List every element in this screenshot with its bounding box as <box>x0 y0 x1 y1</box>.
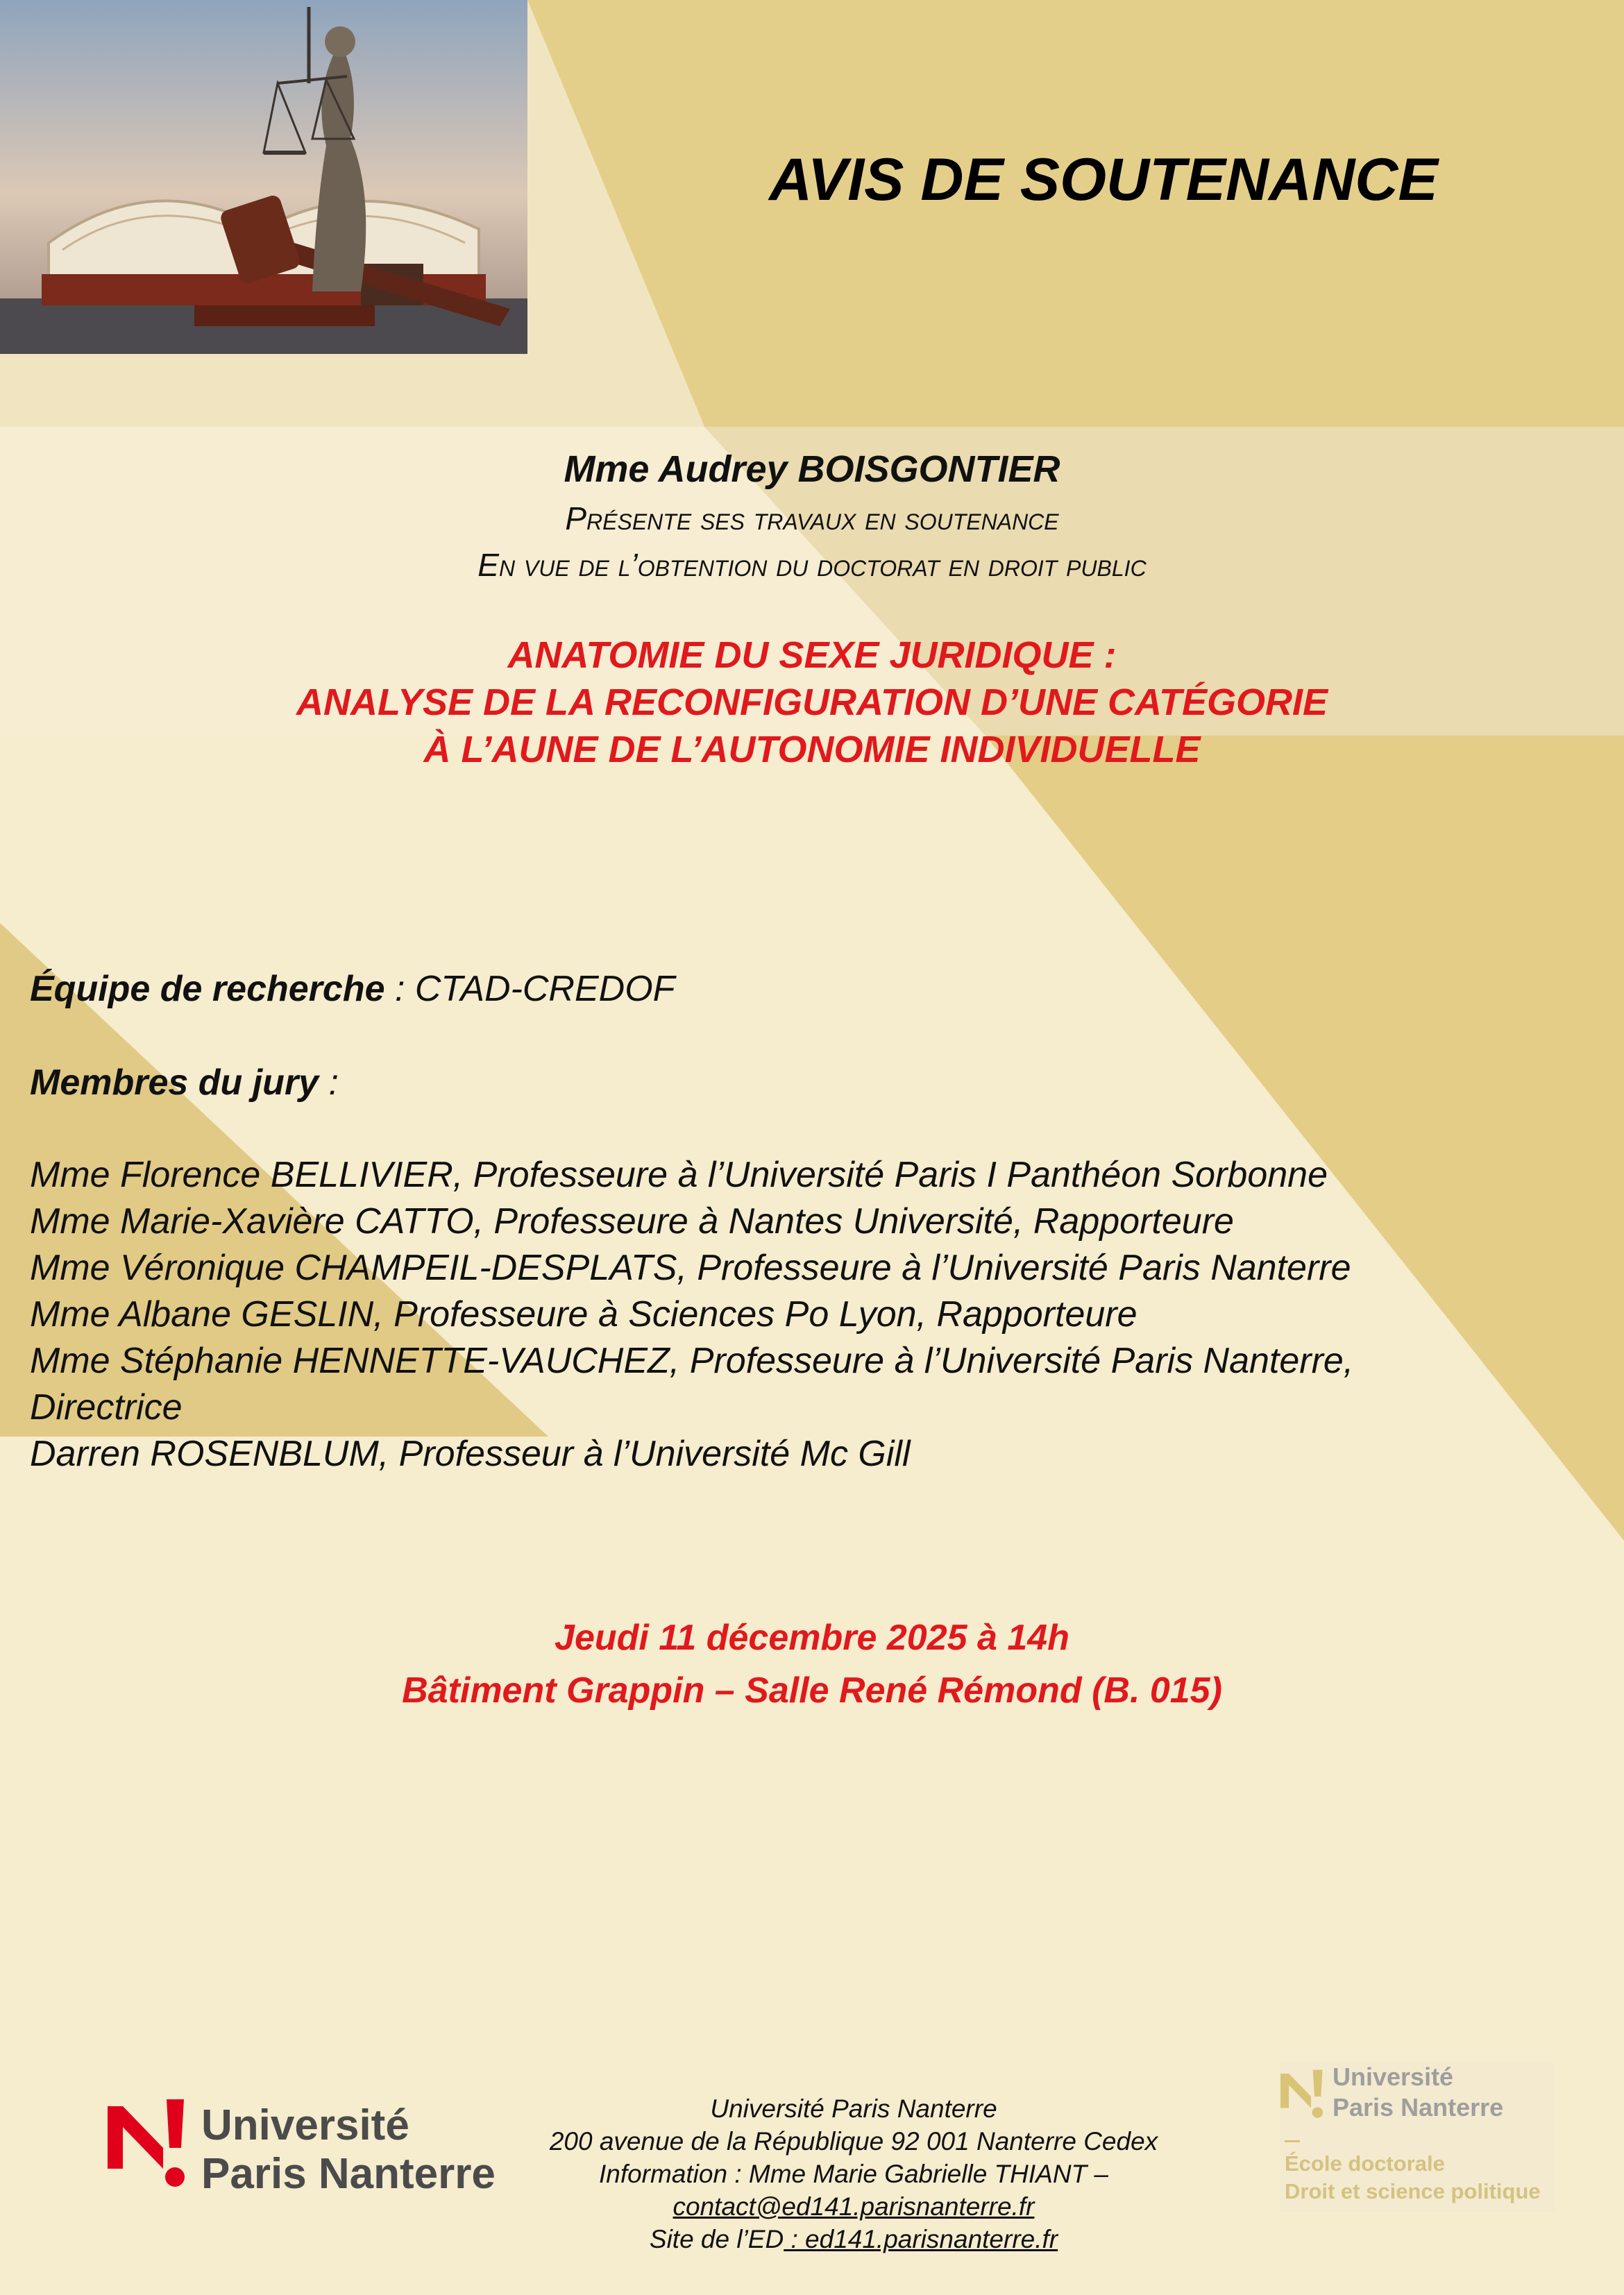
university-logo-line-1: Université <box>201 2101 409 2149</box>
doctoral-logo-line-1: Université <box>1333 2063 1454 2091</box>
event-date: Jeudi 11 décembre 2025 à 14h <box>555 1618 1069 1658</box>
doctoral-school-logo <box>1280 2063 1555 2212</box>
jury-label: Membres du jury <box>30 1062 319 1103</box>
jury-member: Darren ROSENBLUM, Professeur à l’Université Mc Gill <box>30 1434 911 1474</box>
footer-email-link[interactable]: contact@ed141.parisnanterre.fr <box>673 2192 1035 2221</box>
footer-site-link[interactable]: : ed141.parisnanterre.fr <box>784 2225 1058 2253</box>
jury-member: Mme Stéphanie HENNETTE-VAUCHEZ, Professeure à l’Université Paris Nanterre, <box>30 1341 1354 1381</box>
thesis-title-line-3: À L’AUNE DE L’AUTONOMIE INDIVIDUELLE <box>423 729 1201 770</box>
university-logo-line-2: Paris Nanterre <box>201 2150 496 2198</box>
jury-list <box>30 1152 1353 1477</box>
research-team <box>30 966 675 1013</box>
presenter-subtitle-1: Présente ses travaux en soutenance <box>565 500 1059 536</box>
research-team-value: : CTAD-CREDOF <box>384 969 675 1009</box>
doctoral-logo-line-3: École doctorale <box>1285 2151 1445 2176</box>
jury-member: Mme Véronique CHAMPEIL-DESPLATS, Professeure à l’Université Paris Nanterre <box>30 1248 1351 1288</box>
jury-label-suffix: : <box>319 1062 339 1103</box>
footer-site <box>500 2223 1208 2255</box>
page-title: AVIS DE SOUTENANCE <box>769 146 1438 213</box>
thesis-title-line-1: ANATOMIE DU SEXE JURIDIQUE : <box>507 634 1117 676</box>
footer-address <box>500 2092 1208 2255</box>
thesis-title-line-2: ANALYSE DE LA RECONFIGURATION D’UNE CATÉGORIE <box>296 681 1328 723</box>
event-location: Bâtiment Grappin – Salle René Rémond (B. 015) <box>402 1670 1222 1711</box>
doctoral-logo-divider <box>1285 2140 1300 2142</box>
jury-heading <box>30 1060 339 1106</box>
research-team-label: Équipe de recherche <box>30 969 385 1009</box>
nanterre-logo-mark-icon <box>108 2099 191 2196</box>
justice-statue-photo <box>0 0 527 354</box>
jury-member: Mme Marie-Xavière CATTO, Professeure à Nantes Université, Rapporteure <box>30 1201 1234 1242</box>
footer-contact: Information : Mme Marie Gabrielle THIANT – <box>598 2160 1109 2188</box>
jury-member: Mme Florence BELLIVIER, Professeure à l’Université Paris I Panthéon Sorbonne <box>30 1155 1328 1195</box>
footer-university: Université Paris Nanterre <box>710 2094 997 2123</box>
presenter-name: Mme Audrey BOISGONTIER <box>564 448 1060 490</box>
university-logo <box>108 2099 510 2203</box>
footer-street: 200 avenue de la République 92 001 Nanterre Cedex <box>549 2127 1158 2156</box>
doctoral-logo-line-4: Droit et science politique <box>1285 2179 1541 2203</box>
doctoral-logo-line-2: Paris Nanterre <box>1333 2093 1504 2122</box>
presenter-subtitle-2: En vue de l’obtention du doctorat en droit public <box>477 547 1147 583</box>
jury-member: Mme Albane GESLIN, Professeure à Sciences Po Lyon, Rapporteure <box>30 1294 1137 1335</box>
nanterre-logo-mark-icon <box>1280 2067 1326 2126</box>
jury-member: Directrice <box>30 1387 183 1428</box>
footer-site-label: Site de l’ED <box>649 2225 784 2253</box>
